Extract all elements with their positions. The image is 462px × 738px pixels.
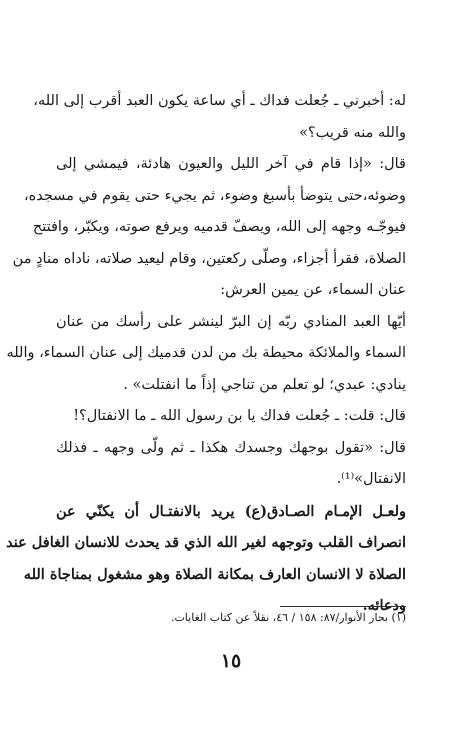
text-line: الصلاة، فقرأ أجزاء، وصلّى ركعتين، وقام ليعيد صلاته، ناداه منادٍ من — [12, 250, 406, 267]
text-line: قال: «إذا قام في آخر الليل والعيون هادئة، فيمشي إلى — [56, 156, 406, 172]
text-line: انصراف القلب وتوجهه لغير الله الذي قد يحدث للانسان الغافل عند — [6, 534, 406, 551]
text-line: قال: قلت: ـ جُعلت فداك يا بن رسول الله ـ ما الانفتال؟! — [73, 408, 406, 424]
text-line: السماء والملائكة محيطة بك من لدن قدميك إلى عنان السماء، والله — [6, 345, 406, 361]
text-line: له: أخبرني ـ جُعلت فداك ـ أي ساعة يكون العبد أقرب إلى الله، — [33, 93, 406, 109]
text-line: والله منه قريب؟» — [299, 124, 406, 141]
text-line: ولعـل الإمـام الصـادق(ع) يريد بالانفتـال أن يكنّي عن — [56, 502, 406, 520]
text-line: الصلاة لا الانسان العارف بمكانة الصلاة وهو مشغول بمناجاة الله — [23, 565, 406, 583]
text-line: وضوئه،حتى يتوضأ بأسبغ وضوء، ثم يجيء حتى يقوم في مسجده، — [23, 187, 406, 204]
body-text — [6, 86, 406, 622]
text-line: أيّها العبد المنادي ربّه إن البرّ لينشر على رأسك من عنان — [56, 313, 406, 330]
text-line: ودعائه. — [362, 597, 406, 614]
text-line: ينادي: عبدي؛ لو تعلم من تناجي إذاً ما انفتلت» . — [123, 376, 406, 393]
text-line: الانفتال»⁽¹⁾. — [336, 471, 406, 487]
footnote-divider — [280, 606, 406, 607]
text-line: عنان السماء، عن يمين العرش: — [220, 282, 406, 298]
text-line: فيوجّـه وجهه إلى الله، ويصفّ قدميه ويرفع صوته، ويكبّر، وافتتح — [32, 219, 406, 235]
text-line: قال: «تقول بوجهك وجسدك هكذا ـ ثم ولّى وجهه ـ فذلك — [56, 439, 406, 456]
page-number: ١٥ — [220, 650, 242, 672]
footnote: (١) بحار الأنوار/٨٧: ١٥٨ / ٤٦، نقلاً عن كتاب الغايات. — [170, 611, 406, 624]
